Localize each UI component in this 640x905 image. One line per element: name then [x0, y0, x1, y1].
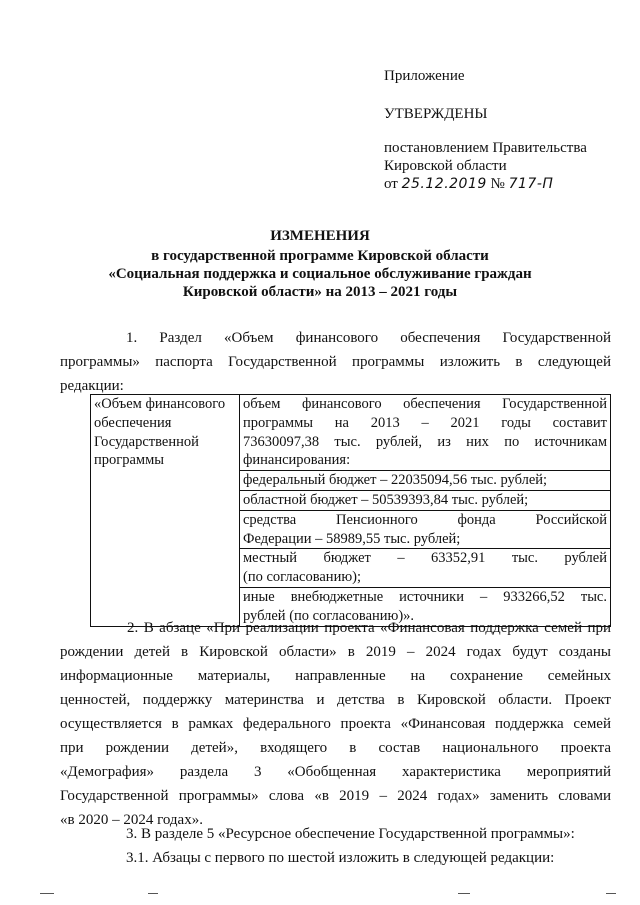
scan-speck — [40, 893, 54, 894]
section-2-line: информационные материалы, направленные на сохранение семейных — [60, 668, 611, 684]
appendix-label: Приложение — [384, 68, 465, 84]
section-2-line: «Демография» раздела 3 «Обобщенная характеристика мероприятий — [60, 764, 611, 780]
section-2-paragraph — [60, 617, 611, 833]
title-line2: «Социальная поддержка и социальное обслуживание граждан — [108, 266, 532, 282]
from-prefix: от — [384, 176, 398, 192]
number-sign: № — [490, 176, 505, 192]
resolution-line1: постановлением Правительства — [384, 140, 587, 156]
section-3-1-heading: 3.1. Абзацы с первого по шестой изложить в следующей редакции: — [126, 850, 555, 866]
table-label-line: обеспечения — [94, 414, 172, 431]
section-2-line: осуществляется в рамках федерального проекта «Финансовая поддержка семей — [60, 716, 611, 732]
table-value-line: программы на 2013 – 2021 годы составит — [243, 414, 607, 431]
table-cell-label — [91, 395, 240, 627]
table-label-line: программы — [94, 452, 164, 469]
section-1-line: 1. Раздел «Объем финансового обеспечения Государственной — [126, 330, 611, 346]
table-value-line: средства Пенсионного фонда Российской — [240, 510, 610, 530]
title-line1: в государственной программе Кировской области — [151, 248, 489, 264]
table-value-line: (по согласованию); — [243, 569, 362, 586]
table-value-line: иные внебюджетные источники – 933266,52 тыс. — [240, 587, 610, 607]
approved-label: УТВЕРЖДЕНЫ — [384, 106, 488, 122]
table-value-line: местный бюджет – 63352,91 тыс. рублей — [240, 548, 610, 568]
resolution-date-number — [384, 176, 553, 193]
table-value-line: Федерации – 58989,55 тыс. рублей; — [243, 530, 461, 547]
section-2-line: Государственной программы» слова «в 2019 – 2024 годах» заменить словами — [60, 788, 611, 804]
handwritten-date: 25.12.2019 — [401, 176, 487, 192]
table-value-line: финансирования: — [243, 452, 351, 469]
table-value-line: рублей (по согласованию)». — [243, 607, 415, 624]
table-value-line: 73630097,38 тыс. рублей, из них по источникам — [243, 433, 607, 450]
table-value-line: областной бюджет – 50539393,84 тыс. рублей; — [240, 490, 610, 510]
table-label-line: Государственной — [94, 433, 199, 450]
resolution-line2: Кировской области — [384, 158, 507, 174]
section-2-line: «в 2020 – 2024 годах». — [60, 812, 203, 828]
section-2-line: рождении детей в Кировской области» в 2019 – 2024 годах будут созданы — [60, 644, 611, 660]
title-line3: Кировской области» на 2013 – 2021 годы — [182, 284, 458, 300]
scan-speck — [458, 893, 470, 894]
table-row — [91, 395, 611, 627]
section-2-line: при рождении детей», входящего в состав национального проекта — [60, 740, 611, 756]
scan-speck — [606, 893, 616, 894]
handwritten-number: 717-П — [508, 176, 554, 192]
document-title: ИЗМЕНЕНИЯ — [270, 228, 370, 244]
section-1-line: редакции: — [60, 378, 124, 394]
table-value-line: федеральный бюджет – 22035094,56 тыс. рублей; — [240, 470, 610, 490]
table-value-line: объем финансового обеспечения Государственной — [243, 396, 607, 412]
section-1-line: программы» паспорта Государственной программы изложить в следующей — [60, 354, 611, 370]
scan-speck — [148, 893, 158, 894]
section-3-heading: 3. В разделе 5 «Ресурсное обеспечение Государственной программы»: — [126, 826, 575, 842]
section-2-line: 2. В абзаце «При реализации проекта «Финансовая поддержка семей при — [127, 620, 611, 636]
section-1-paragraph — [60, 326, 611, 398]
section-2-line: ценностей, поддержку материнства и детства в Кировской области. Проект — [60, 692, 611, 708]
table-label-line: «Объем финансового — [94, 396, 226, 412]
table-cell-value — [240, 395, 611, 627]
financing-table — [90, 394, 611, 627]
